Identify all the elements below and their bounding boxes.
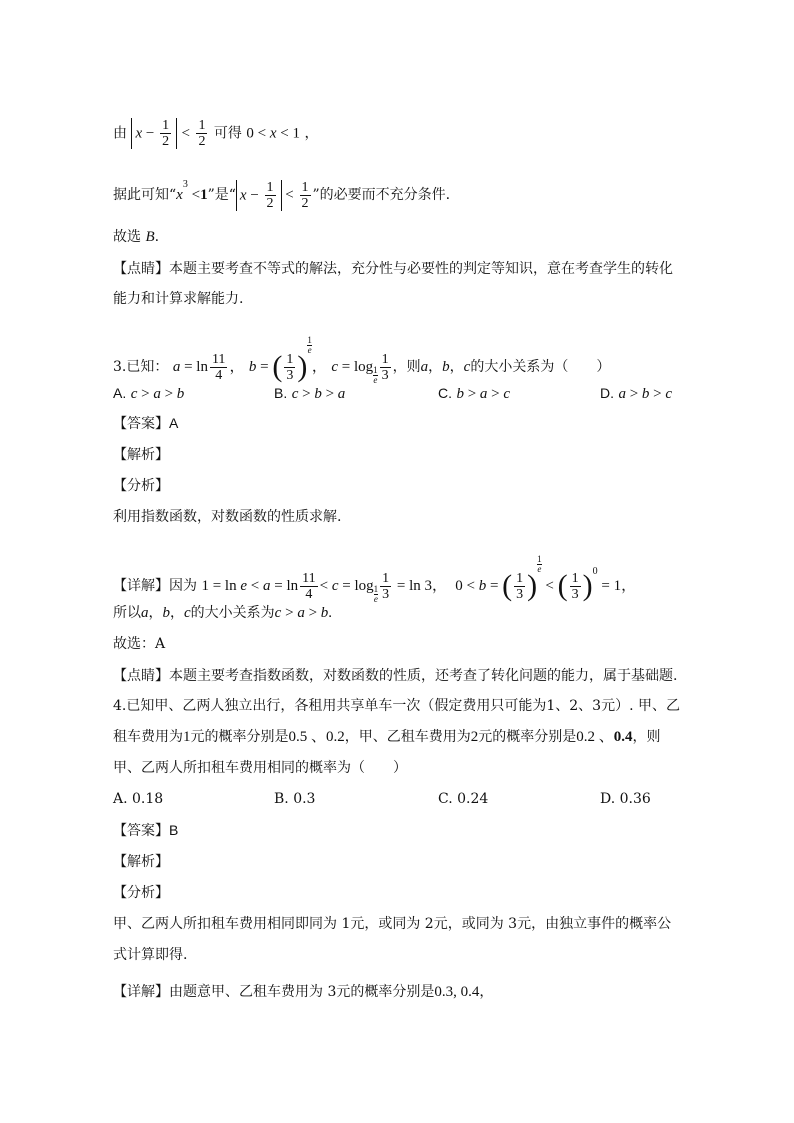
text: ，则 — [392, 359, 421, 375]
q3-fenxi — [113, 476, 169, 495]
q3-dianjing — [113, 666, 677, 685]
tag-xiangjie: 【详解】 — [113, 577, 169, 593]
text: 所以 — [113, 605, 141, 621]
question-4-line-2: 租车费用为1元的概率分别是0.5 、0.2，甲、乙租车费用为2元的概率分别是0.2 、0.4，则 — [113, 729, 661, 745]
text: 租车费用为 — [113, 729, 183, 745]
text: 式计算即得. — [113, 947, 188, 963]
text: 元的概率分别是 — [190, 729, 289, 745]
text: ，甲、乙租车费用为 — [344, 729, 471, 745]
text: 4.已知甲、乙两人独立出行，各租用共享单车一次（假定费用只可能为1、2、3元）. 甲、乙 — [113, 698, 680, 714]
tag-fenxi: 【分析】 — [113, 884, 169, 900]
tag-dianjing: 【点睛】 — [113, 667, 169, 683]
option-a[interactable]: A. 0.18 — [113, 791, 164, 807]
text: 利用指数函数，对数函数的性质求解. — [113, 509, 342, 525]
q3-guxuan — [113, 635, 165, 653]
question-3: 3.已知： a = ln $\frac{11}{4}$ ， b = ( $\frac{1}{3}$ ) $\frac{1}{e}$ ， c = log $\frac{1}{e}$ $\frac{1}{3}$ ，则a，b，c的大小关系为（ ） — [113, 335, 611, 385]
q3-answer — [113, 414, 178, 432]
text: 元的概率分别是 — [478, 729, 577, 745]
text: 故选 — [113, 229, 146, 245]
text: 的大小关系为 — [190, 605, 275, 621]
text: 故选：A — [113, 636, 166, 652]
text: 本题主要考查不等式的解法，充分性与必要性的判定等知识，意在考查学生的转化 — [169, 261, 673, 277]
q4-xiangjie: 【详解】由题意甲、乙租车费用为 3元的概率分别是0.3, 0.4， — [113, 983, 494, 1000]
q3-suoyi: 所以a，b，c的大小关系为c > a > b. — [113, 605, 333, 621]
text: 甲、乙两人所扣租车费用相同的概率为（ ） — [113, 760, 407, 776]
tag-jiexi: 【解析】 — [113, 853, 169, 869]
q3-fenxi-text — [113, 508, 341, 526]
option-b[interactable]: B. 0.3 — [274, 791, 316, 807]
tag-answer: 【答案】 — [113, 822, 169, 838]
text: ”是“ — [207, 187, 236, 203]
abs-expression: x − $\frac{1}{2}$ — [131, 118, 177, 149]
option-c[interactable]: C. 0.24 — [438, 791, 489, 807]
q4-answer — [113, 821, 178, 839]
text: 由题意甲、乙租车费用为 3元的概率分别是 — [169, 984, 435, 1000]
text: 可得 — [213, 125, 242, 142]
tag-answer: 【答案】 — [113, 415, 169, 431]
tag-jiexi: 【解析】 — [113, 446, 169, 462]
question-4-line-3 — [113, 759, 407, 777]
text: 由 — [113, 125, 127, 142]
line-4 — [113, 259, 673, 278]
q4-fenxi-text-2 — [113, 946, 187, 964]
tag-fenxi: 【分析】 — [113, 477, 169, 493]
q4-jiexi — [113, 852, 169, 870]
option-d[interactable]: D. 0.36 — [600, 791, 651, 807]
option-label: B. — [274, 385, 288, 401]
tag-dianjing: 【点睛】 — [113, 260, 169, 276]
line-3 — [113, 228, 159, 246]
option-label: D. — [600, 385, 614, 401]
q3-xiangjie: 【详解】因为 1 = ln e < a = ln $\frac{11}{4}$ < c = log $\frac{1}{e}$ $\frac{1}{3}$ = ln 3， 0 < b = ( $\frac{1}{3}$ ) $\frac{1}{e}$ < ( $\frac{1}{3}$ )$^0$ = 1， — [113, 554, 637, 604]
q4-fenxi — [113, 883, 169, 902]
text: ”的必要而不充分条件. — [312, 187, 451, 203]
answer-value: A — [169, 415, 179, 431]
text: 能力和计算求解能力. — [113, 291, 244, 307]
line-1: 由 x − $\frac{1}{2}$ < $\frac{1}{2}$ 可得 0 < x < 1 ， — [113, 118, 319, 149]
text: ，则 — [632, 729, 661, 745]
question-number: 3.已知： — [113, 359, 169, 375]
text: ， — [304, 125, 319, 142]
answer-value: B — [169, 822, 179, 838]
option-label: A. — [113, 385, 127, 401]
q3-jiexi — [113, 445, 169, 463]
line-2: 据此可知“$x^3 <1$”是“ x − $\frac{1}{2}$ < $\frac{1}{2}$ ”的必要而不充分条件. — [113, 179, 451, 211]
option-label: C. — [438, 385, 452, 401]
text: 的大小关系为（ ） — [470, 359, 611, 375]
text: . — [154, 229, 160, 245]
text: ， — [479, 984, 494, 1000]
option-d[interactable]: D. a > b > c — [600, 385, 673, 402]
answer-letter: B — [145, 229, 155, 245]
text: 甲、乙两人所扣租车费用相同即同为 1元，或同为 2元，或同为 3元，由独立事件的概率公 — [113, 916, 672, 932]
text: 本题主要考查指数函数，对数函数的性质，还考查了转化问题的能力，属于基础题. — [169, 668, 678, 684]
text: 据此可知“ — [113, 187, 177, 203]
tag-xiangjie: 【详解】 — [113, 983, 169, 999]
option-c[interactable]: C. b > a > c — [438, 385, 511, 402]
question-4-line-1 — [113, 697, 680, 715]
line-5 — [113, 290, 243, 308]
text: 因为 — [169, 578, 197, 594]
option-b[interactable]: B. c > b > a — [274, 385, 346, 402]
q4-fenxi-text-1 — [113, 915, 671, 933]
option-a[interactable]: A. c > a > b — [113, 385, 185, 402]
